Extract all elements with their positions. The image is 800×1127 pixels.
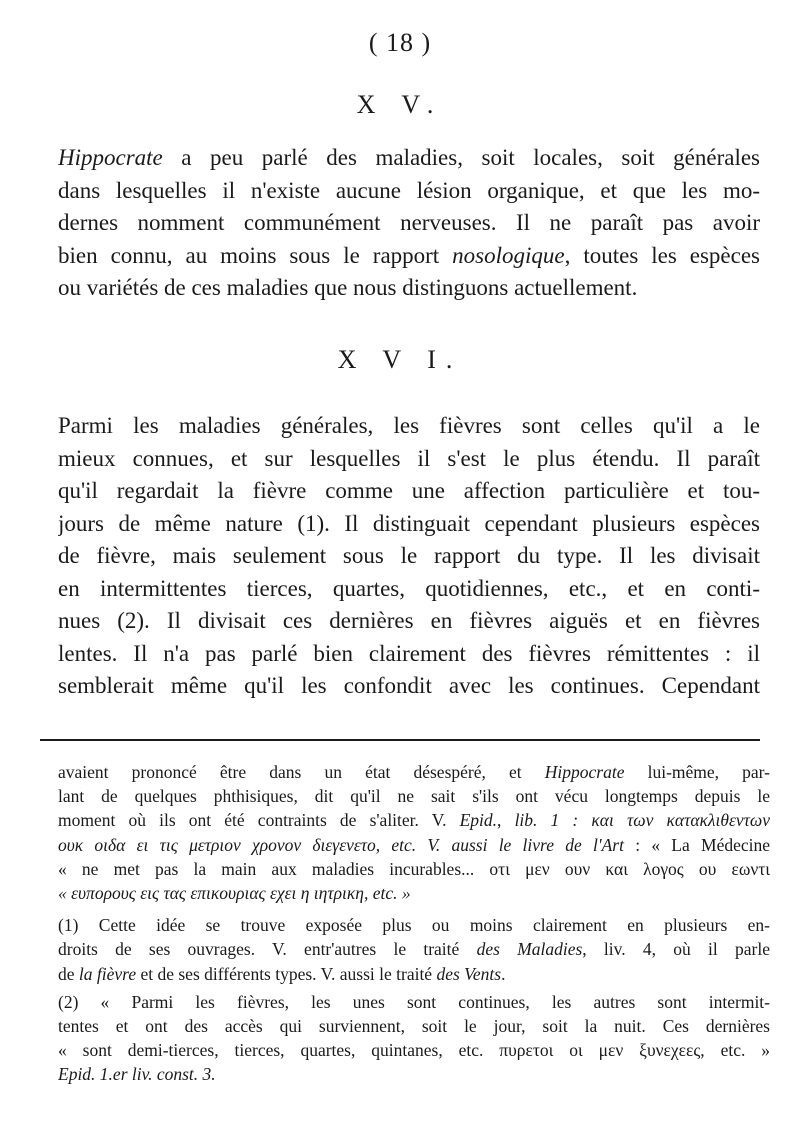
text-line: dans lesquelles il n'existe aucune lésion organique, et que les mo- — [58, 177, 760, 203]
footnote-line: « ne met pas la main aux maladies incurables... οτι μεν ουν και λογος ου εωντι — [58, 858, 770, 879]
footnote-rule — [40, 739, 760, 741]
footnote-2-line: (2) « Parmi les fièvres, les unes sont continues, les autres sont intermit- — [58, 991, 770, 1012]
text-line: ou variétés de ces maladies que nous distinguons actuellement. — [58, 275, 638, 300]
section-xv-paragraph — [58, 142, 760, 305]
footnote-line: « ευπορους εις τας επικουριας εχει η ιητρικη, etc. » — [58, 882, 411, 903]
page-number: ( 18 ) — [368, 28, 432, 57]
text-line: en intermittentes tierces, quartes, quotidiennes, etc., et en conti- — [58, 575, 760, 601]
footnote-line: lant de quelques phthisiques, dit qu'il ne sait s'ils ont vécu longtemps depuis le — [58, 786, 770, 807]
section-xvi-paragraph — [58, 410, 760, 703]
footnote-1-line: de la fièvre et de ses différents types. V. aussi le traité des Vents. — [58, 963, 506, 984]
footnote-2-line: tentes et ont des accès qui surviennent, soit le jour, soit la nuit. Ces dernières — [58, 1015, 770, 1036]
text-line: lentes. Il n'a pas parlé bien clairement des fièvres rémittentes : il — [58, 640, 760, 666]
footnotes — [58, 760, 770, 1086]
footnote-line: moment où ils ont été contraints de s'aliter. V. Epid., lib. 1 : και των κατακλιθεντων — [58, 810, 770, 831]
section-heading-xv: X V. — [356, 90, 444, 119]
footnote-line: ουκ οιδα ει τις μετριον χρονον διεγενετο, etc. V. aussi le livre de l'Art : « La Médecine — [58, 834, 770, 855]
text-line: nues (2). Il divisait ces dernières en fièvres aiguës et en fièvres — [58, 608, 760, 633]
text-line: jours de même nature (1). Il distinguait cependant plusieurs espèces — [58, 510, 760, 536]
text-line: bien connu, au moins sous le rapport nosologique, toutes les espèces — [58, 242, 760, 268]
footnote-line: avaient prononcé être dans un état désespéré, et Hippocrate lui-même, par- — [58, 762, 770, 782]
text-line: de fièvre, mais seulement sous le rapport du type. Il les divisait — [58, 543, 760, 568]
footnote-2-line: « sont demi-tierces, tierces, quartes, quintanes, etc. πυρετοι οι μεν ξυνεχεες, etc. » — [58, 1040, 770, 1061]
text-line: qu'il regardait la fièvre comme une affection particulière et tou- — [58, 478, 760, 503]
footnote-1-line: droits de ses ouvrages. V. entr'autres le traité des Maladies, liv. 4, où il parle — [58, 939, 770, 960]
text-line: semblerait même qu'il les confondit avec les continues. Cependant — [58, 673, 760, 698]
footnote-2-line: Epid. 1.er liv. const. 3. — [58, 1064, 216, 1085]
footnote-1-line: (1) Cette idée se trouve exposée plus ou moins clairement en plusieurs en- — [58, 915, 770, 936]
section-heading-xvi: X V I. — [337, 345, 463, 374]
text-line: mieux connues, et sur lesquelles il s'est le plus étendu. Il paraît — [58, 445, 760, 471]
text-line: Parmi les maladies générales, les fièvres sont celles qu'il a le — [58, 413, 760, 438]
text-line: Hippocrate a peu parlé des maladies, soit locales, soit générales — [58, 145, 760, 170]
text-line: dernes nomment communément nerveuses. Il ne paraît pas avoir — [58, 210, 760, 235]
